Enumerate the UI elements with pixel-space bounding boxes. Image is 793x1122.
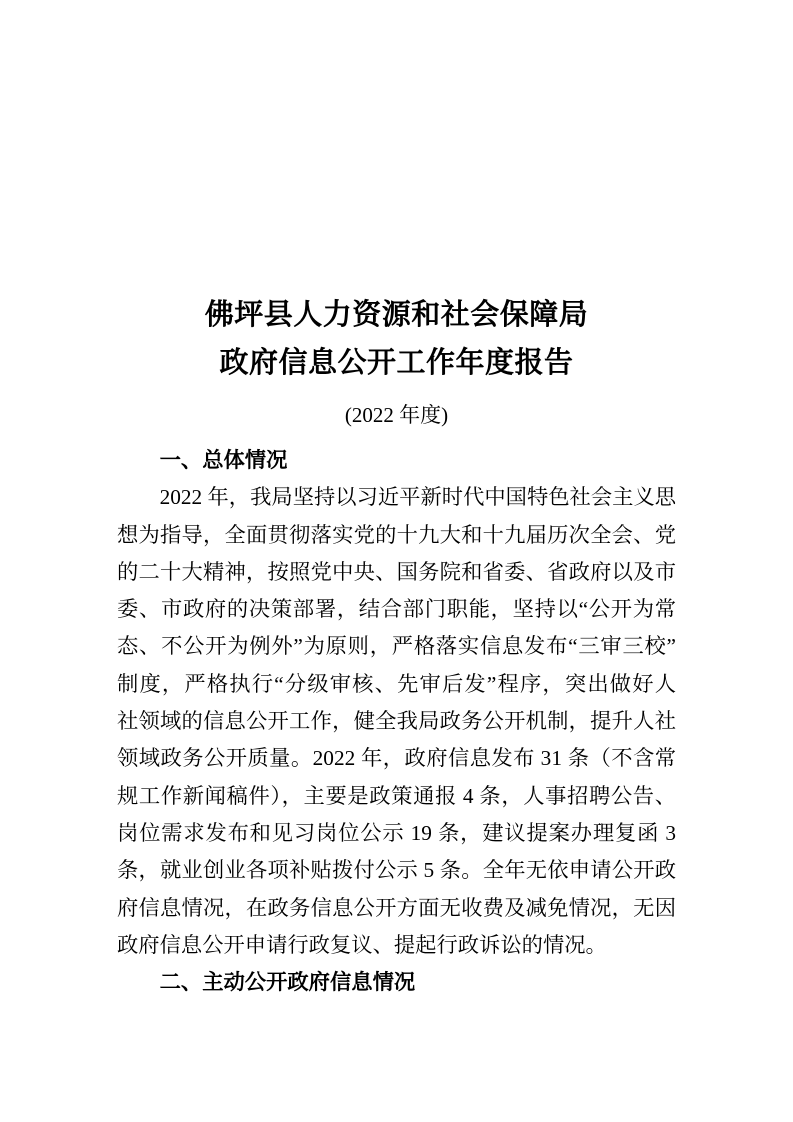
document-title-line-1: 佛坪县人力资源和社会保障局 [204,299,589,331]
body-line: 政府信息公开申请行政复议、提起行政诉讼的情况。 [117,932,607,957]
document-body [117,442,676,1001]
body-line: 府信息情况，在政务信息公开方面无收费及减免情况，无因 [117,895,676,920]
body-line: 规工作新闻稿件），主要是政策通报 4 条，人事招聘公告、 [117,783,676,808]
body-line: 制度，严格执行“分级审核、先审后发”程序，突出做好人 [117,671,676,696]
body-line: 的二十大精神，按照党中央、国务院和省委、省政府以及市 [117,559,676,584]
body-line: 岗位需求发布和见习岗位公示 19 条，建议提案办理复函 3 [117,820,676,845]
section-heading-1: 一、总体情况 [159,448,288,472]
body-line: 条，就业创业各项补贴拨付公示 5 条。全年无依申请公开政 [117,858,676,883]
body-line: 2022 年，我局坚持以习近平新时代中国特色社会主义思 [159,485,677,510]
document-content [117,291,676,1001]
section-heading-2: 二、主动公开政府信息情况 [159,970,416,995]
body-line: 委、市政府的决策部署，结合部门职能，坚持以“公开为常 [117,597,676,622]
document-subtitle: (2022 年度) [344,403,449,427]
section-1-paragraph [117,479,676,964]
document-title-line-2: 政府信息公开工作年度报告 [219,347,574,379]
document-title [117,291,676,387]
body-line: 社领域的信息公开工作，健全我局政务公开机制，提升人社 [117,709,676,734]
body-line: 想为指导，全面贯彻落实党的十九大和十九届历次全会、党 [117,522,676,547]
body-line: 态、不公开为例外”为原则，严格落实信息发布“三审三校” [117,634,676,659]
body-line: 领域政务公开质量。2022 年，政府信息发布 31 条（不含常 [117,746,676,771]
